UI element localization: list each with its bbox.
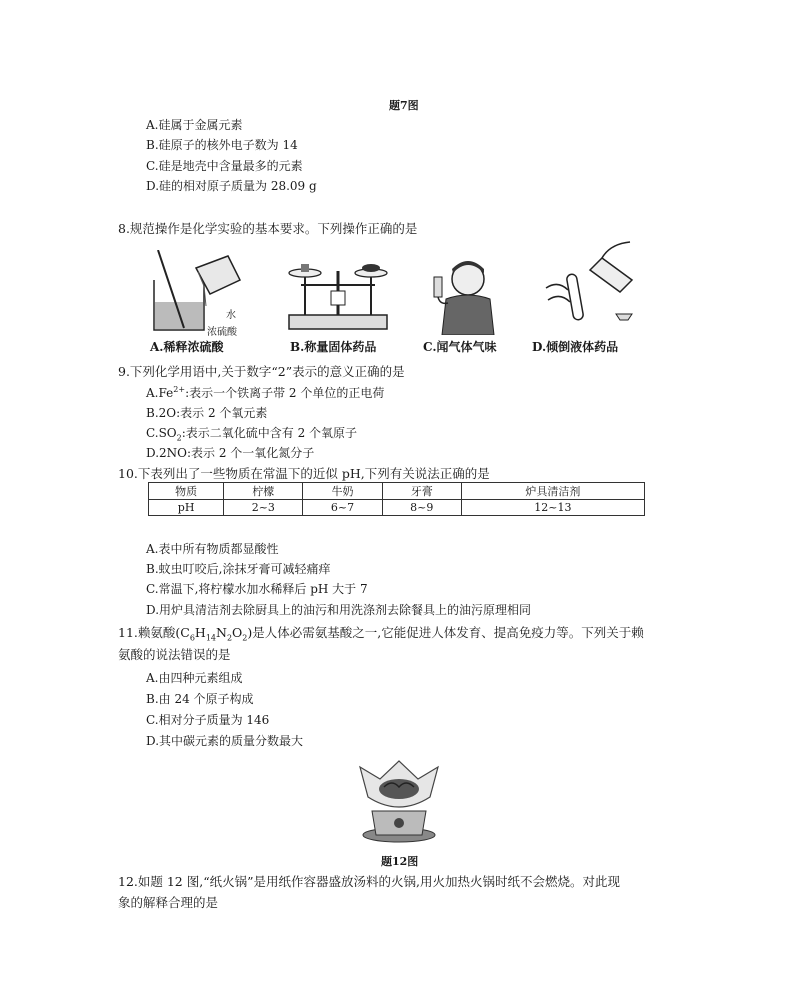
q9-c-sub: 2: [176, 433, 182, 443]
q11-stem: [118, 623, 644, 643]
q9-option-c: [146, 424, 357, 442]
table-cell: pH: [149, 500, 224, 516]
q10-option-b: B.蚊虫叮咬后,涂抹牙膏可减轻痛痒: [146, 562, 331, 576]
table-header-row: [149, 483, 645, 500]
table-header-cell: 柠檬: [224, 483, 303, 500]
q11-o: O: [232, 625, 243, 640]
q12-caption: 题12图: [381, 855, 419, 868]
q11-h: H: [194, 625, 206, 640]
q11-option-a: A.由四种元素组成: [146, 671, 243, 685]
q9-a-sup: 2+: [173, 385, 186, 394]
q10-option-c: C.常温下,将柠檬水加水稀释后 pH 大于 7: [146, 582, 368, 596]
q11-n: N: [216, 625, 227, 640]
fig-paper-hotpot: [356, 757, 442, 845]
q9-option-b: B.2O:表示 2 个氧元素: [146, 406, 268, 420]
fig-smell-gas: [428, 255, 500, 335]
q11-sub-h: 14: [205, 633, 217, 643]
q7-option-c: C.硅是地壳中含量最多的元素: [146, 159, 303, 173]
fig-pour-liquid: [540, 240, 642, 330]
fig-label-a: A.稀释浓硫酸: [150, 340, 224, 354]
fig-label-d: D.倾倒液体药品: [532, 340, 619, 354]
q9-option-d: D.2NO:表示 2 个一氧化氮分子: [146, 446, 315, 460]
q12-stem-line2: 象的解释合理的是: [118, 895, 219, 910]
q7-option-b: B.硅原子的核外电子数为 14: [146, 138, 298, 152]
q10-option-a: A.表中所有物质都显酸性: [146, 542, 279, 556]
table-header-cell: 牛奶: [303, 483, 382, 500]
ph-table: [148, 482, 645, 516]
q9-c-pre: C.SO: [146, 426, 177, 440]
q7-option-a: A.硅属于金属元素: [146, 118, 243, 132]
q11-stem-pre: 11.赖氨酸(C: [118, 625, 190, 640]
table-cell: 8~9: [382, 500, 461, 516]
q11-sub-c: 6: [189, 633, 195, 643]
q11-sub-n: 2: [226, 633, 233, 643]
fig-a-acid-label: 浓硫酸: [207, 327, 237, 338]
q9-a-pre: A.Fe: [146, 386, 174, 400]
fig-label-c: C.闻气体气味: [423, 340, 497, 354]
q11-sub-o: 2: [242, 633, 248, 643]
fig-label-b: B.称量固体药品: [290, 340, 377, 354]
q8-stem: 8.规范操作是化学实验的基本要求。下列操作正确的是: [118, 221, 418, 236]
table-row: [149, 500, 645, 516]
q9-option-a: [146, 384, 384, 401]
q11-stem-post: )是人体必需氨基酸之一,它能促进人体发育、提高免疫力等。下列关于赖: [247, 625, 644, 640]
q9-stem: 9.下列化学用语中,关于数字“2”表示的意义正确的是: [118, 364, 405, 379]
q7-option-d: D.硅的相对原子质量为 28.09 g: [146, 179, 317, 193]
q11-option-c: C.相对分子质量为 146: [146, 713, 270, 727]
table-cell: 2~3: [224, 500, 303, 516]
table-header-cell: 炉具清洁剂: [461, 483, 644, 500]
q11-option-b: B.由 24 个原子构成: [146, 692, 254, 706]
table-header-cell: 牙膏: [382, 483, 461, 500]
table-cell: 12~13: [461, 500, 644, 516]
q11-option-d: D.其中碳元素的质量分数最大: [146, 734, 304, 748]
fig-balance: [283, 255, 393, 333]
q10-option-d: D.用炉具清洁剂去除厨具上的油污和用洗涤剂去除餐具上的油污原理相同: [146, 603, 532, 617]
q10-stem: 10.下表列出了一些物质在常温下的近似 pH,下列有关说法正确的是: [118, 466, 490, 481]
q9-a-post: :表示一个铁离子带 2 个单位的正电荷: [185, 386, 385, 400]
table-header-cell: 物质: [149, 483, 224, 500]
q12-stem-line1: 12.如题 12 图,“纸火锅”是用纸作容器盛放汤料的火锅,用火加热火锅时纸不会燃烧。对此现: [118, 874, 620, 889]
q11-stem-line2: 氨酸的说法错误的是: [118, 647, 231, 662]
q7-caption: 题7图: [389, 99, 419, 112]
q9-c-post: :表示二氧化硫中含有 2 个氧原子: [181, 426, 358, 440]
fig-a-water-label: 水: [226, 310, 236, 321]
table-cell: 6~7: [303, 500, 382, 516]
